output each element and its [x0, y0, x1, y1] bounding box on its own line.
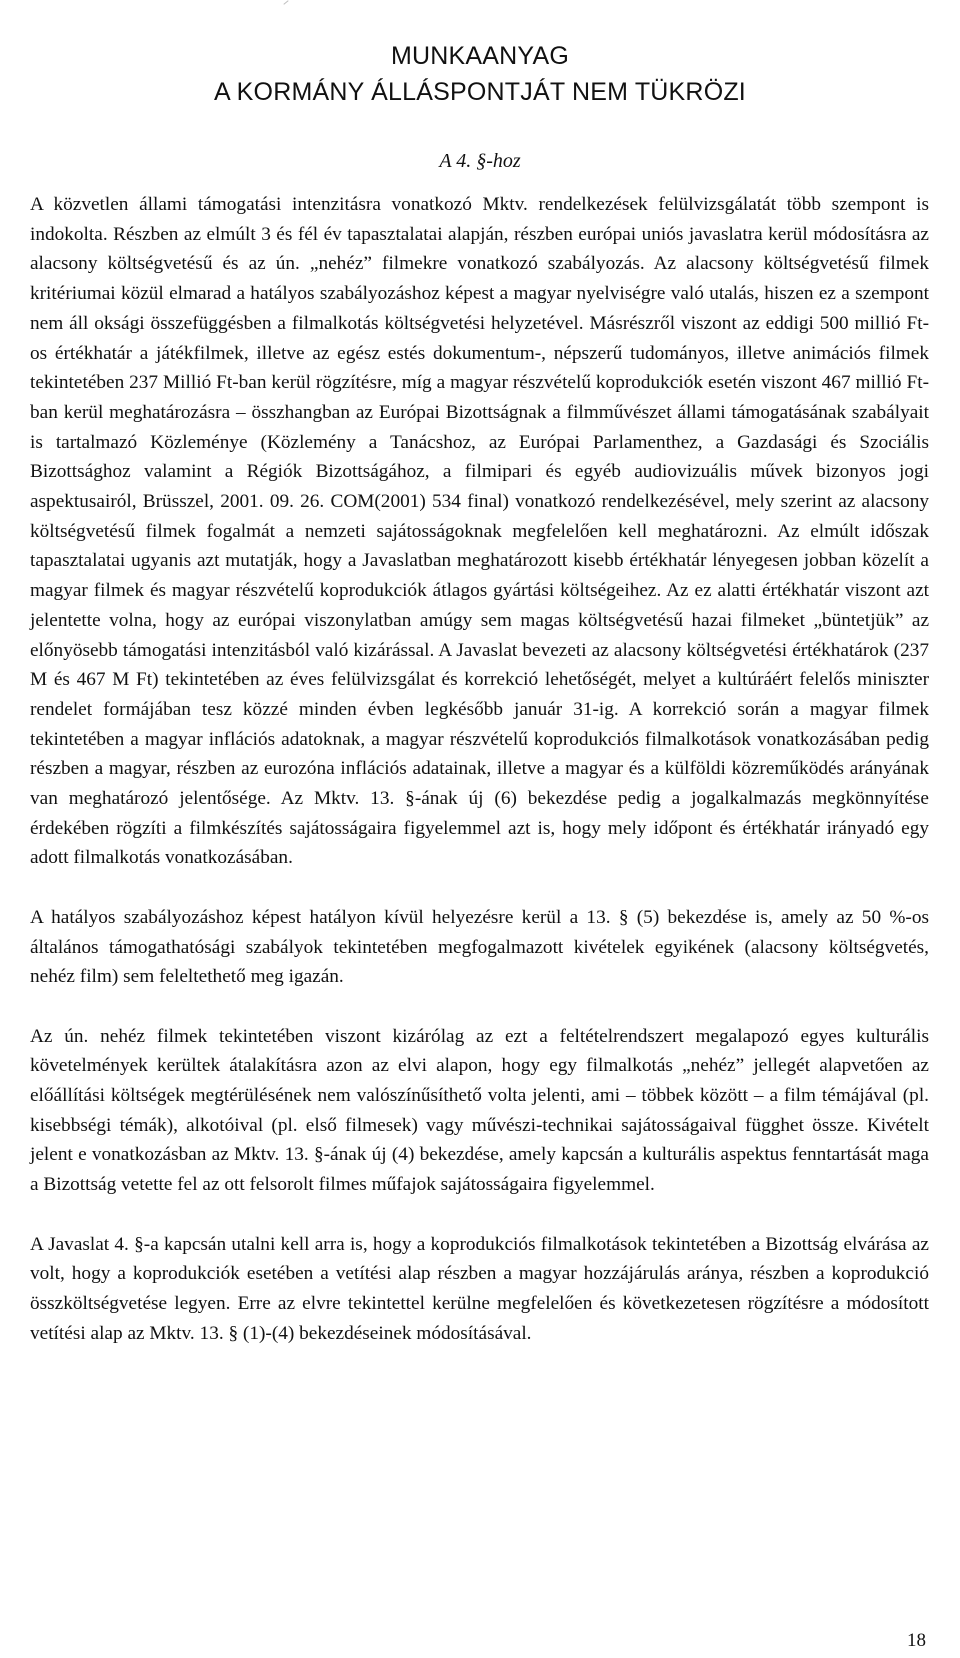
- paragraph-3: Az ún. nehéz filmek tekintetében viszont kizárólag az ezt a feltételrendszert megalapozó egyes kulturális követelmények kerültek átalakításra azon az elvi alapon, hogy egy filmalkotás „nehéz” jellegét alapvetően az előállítási költségek megtérülésének nem valószínűsíthető volta jelenti, ami – többek között – a film témájával (pl. kisebbségi témák), alkotóival (pl. első filmesek) vagy művészi-technikai sajátosságaival függhet össze. Kivételt jelent e vonatkozásban az Mktv. 13. §-ának új (4) bekezdése, amely kapcsán a kulturális aspektus fenntartását maga a Bizottság vetette fel az ott felsorolt filmes műfajok sajátosságaira figyelemmel.: [30, 1025, 929, 1196]
- paragraph-1: A közvetlen állami támogatási intenzitásra vonatkozó Mktv. rendelkezések felülvizsgálatát több szempont is indokolta. Részben az elmúlt 3 és fél év tapasztalatai alapján, részben európai uniós javaslatra kerül módosításra az alacsony költségvetésű és az ún. „nehéz” filmekre vonatkozó szabályozás. Az alacsony költségvetésű filmek kritériumai közül elmarad a hatályos szabályozáshoz képest a magyar nyelviségre való utalás, hiszen ez a szempont nem áll oksági összefüggésben a filmalkotás költségvetési helyzetével. Másrészről viszont az eddigi 500 millió Ft-os értékhatár a játékfilmek, illetve az egész estés dokumentum-, népszerű tudományos, illetve animációs filmek tekintetében 237 Millió Ft-ban kerül rögzítésre, míg a magyar részvételű koprodukciók esetén viszont 467 millió Ft-ban kerül meghatározásra – összhangban az Európai Bizottságnak a filmművészet állami támogatásának szabályait is tartalmazó Közleménye (Közlemény a Tanácshoz, az Európai Parlamenthez, a Gazdasági és Szociális Bizottsághoz valamint a Régiók Bizottságához, a filmipari és egyéb audiovizuális művek bizonyos jogi aspektusairól, Brüsszel, 2001. 09. 26. COM(2001) 534 final) vonatkozó rendelkezésével, mely szerint az alacsony költségvetésű filmek fogalmát a nemzeti sajátosságoknak megfelelően kell meghatározni. Az elmúlt időszak tapasztalatai ugyanis azt mutatják, hogy a Javaslatban meghatározott kisebb értékhatár lényegesen jobban közelít a magyar filmek és magyar részvételű koprodukciók átlagos gyártási költségeihez. Az ez alatti értékhatár viszont azt jelentette volna, hogy az európai viszonylatban amúgy sem magas költségvetésű hazai filmeket „büntetjük” az előnyösebb támogatási intenzitásból való kizárással. A Javaslat bevezeti az alacsony költségvetési értékhatárok (237 M és 467 M Ft) tekintetében az éves felülvizsgálat és korrekció lehetőségét, melyet a kultúráért felelős miniszter rendelet formájában tesz közzé minden évben legkésőbb január 31-ig. A korrekció során a magyar filmek tekintetében a magyar inflációs adatoknak, a magyar részvételű koprodukciós filmalkotások vonatkozásában pedig részben a magyar, részben az eurozóna inflációs adatainak, illetve a magyar és a külföldi közreműködés arányának van meghatározó jelentősége. Az Mktv. 13. §-ának új (6) bekezdése pedig a jogalkalmazás megkönnyítése érdekében rögzíti a filmkészítés sajátosságaira figyelemmel azt is, hogy mely időpont és értékhatár irányadó egy adott filmalkotás vonatkozásában.: [30, 194, 929, 869]
- paragraph-4: A Javaslat 4. §-a kapcsán utalni kell arra is, hogy a koprodukciós filmalkotások tekintetében a Bizottság elvárása az volt, hogy a koprodukciók esetében a vetítési alap részben a magyar hozzájárulás aránya, részben a koprodukció összköltségvetése legyen. Erre az elvre tekintettel kerülne megfelelően és következetesen rögzítésre a módosított vetítési alap az Mktv. 13. § (1)-(4) bekezdéseinek módosításával.: [30, 1233, 929, 1344]
- document-header: [0, 38, 960, 110]
- document-body: [30, 190, 929, 1378]
- section-heading: A 4. §-hoz: [439, 150, 521, 172]
- paragraph-2: A hatályos szabályozáshoz képest hatályon kívül helyezésre kerül a 13. § (5) bekezdése is, amely az 50 %-os általános támogathatósági szabályok tekintetében megfogalmazott kivételek egyikének (alacsony költségvetés, nehéz film) sem feleltethető meg igazán.: [30, 906, 929, 988]
- header-line-2: A KORMÁNY ÁLLÁSPONTJÁT NEM TÜKRÖZI: [214, 78, 746, 106]
- header-line-1: MUNKAANYAG: [391, 42, 569, 70]
- scan-artifact: [283, 0, 288, 5]
- page-number: 18: [907, 1630, 926, 1651]
